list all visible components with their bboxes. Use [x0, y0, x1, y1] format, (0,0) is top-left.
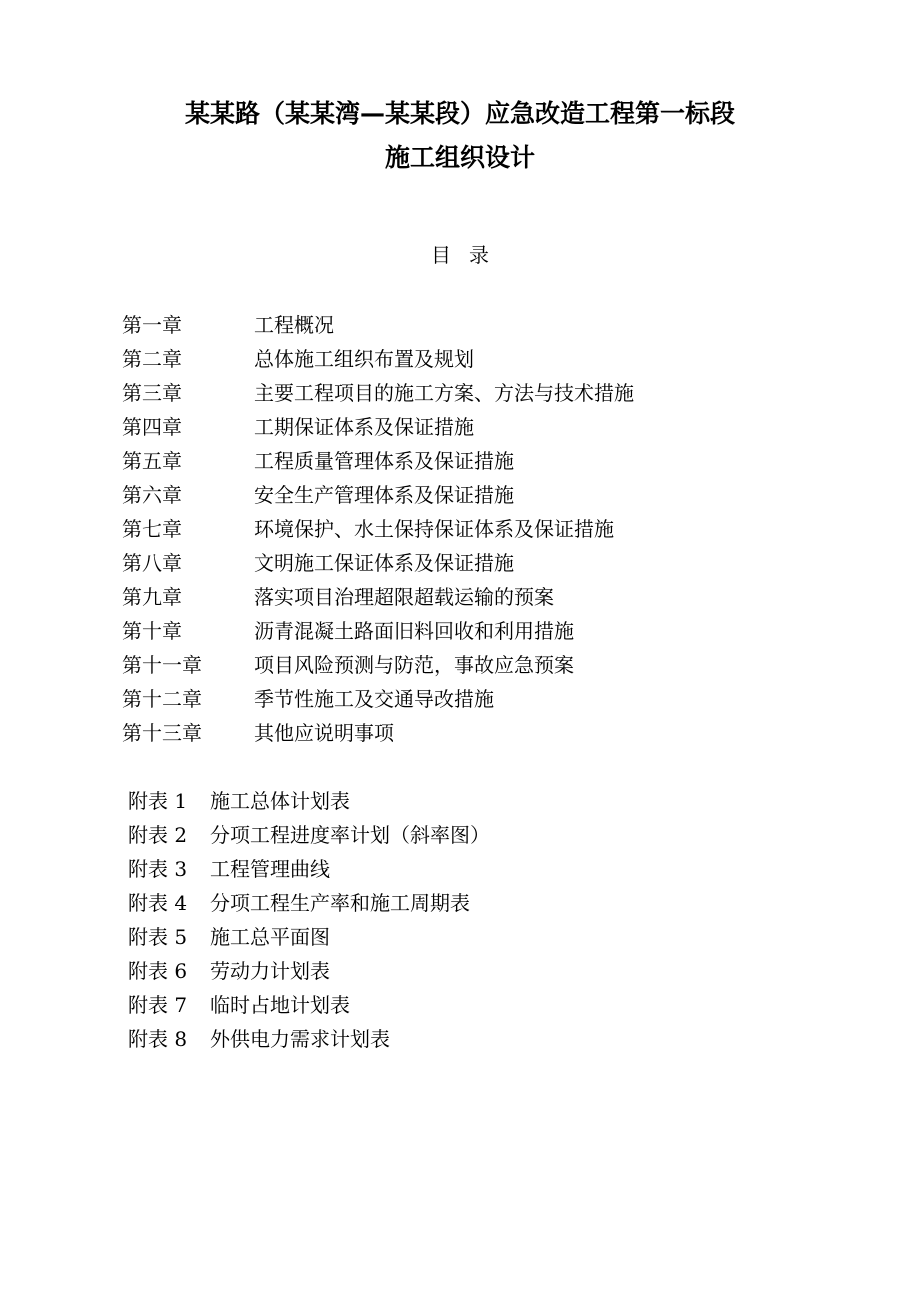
chapter-row: [122, 648, 822, 682]
appendix-number: 附表 6: [128, 959, 188, 983]
appendix-list: [128, 784, 828, 1056]
chapter-number: 第十二章: [122, 687, 202, 711]
appendix-row: [128, 852, 828, 886]
title-line-1: 某某路（某某湾—某某段）应急改造工程第一标段: [184, 99, 735, 128]
chapter-number: 第七章: [122, 517, 182, 541]
appendix-row: [128, 784, 828, 818]
chapter-title: 安全生产管理体系及保证措施: [254, 483, 514, 507]
chapter-row: [122, 614, 822, 648]
chapter-title: 工程概况: [254, 313, 334, 337]
appendix-row: [128, 886, 828, 920]
chapter-title: 主要工程项目的施工方案、方法与技术措施: [254, 381, 634, 405]
chapter-number: 第五章: [122, 449, 182, 473]
chapter-row: [122, 342, 822, 376]
chapter-row: [122, 716, 822, 750]
chapter-row: [122, 512, 822, 546]
chapter-row: [122, 308, 822, 342]
appendix-number: 附表 8: [128, 1027, 188, 1051]
chapter-row: [122, 410, 822, 444]
chapter-number: 第十一章: [122, 653, 202, 677]
chapter-row: [122, 478, 822, 512]
appendix-number: 附表 2: [128, 823, 188, 847]
appendix-title: 施工总体计划表: [210, 789, 350, 813]
chapter-title: 工期保证体系及保证措施: [254, 415, 474, 439]
chapter-number: 第一章: [122, 313, 182, 337]
toc-heading: 目录: [431, 243, 507, 267]
chapter-number: 第六章: [122, 483, 182, 507]
appendix-number: 附表 1: [128, 789, 188, 813]
chapter-title: 落实项目治理超限超载运输的预案: [254, 585, 554, 609]
chapter-title: 环境保护、水土保持保证体系及保证措施: [254, 517, 614, 541]
chapter-title: 工程质量管理体系及保证措施: [254, 449, 514, 473]
chapter-number: 第十三章: [122, 721, 202, 745]
appendix-title: 临时占地计划表: [210, 993, 350, 1017]
appendix-number: 附表 5: [128, 925, 188, 949]
chapter-number: 第三章: [122, 381, 182, 405]
chapter-number: 第九章: [122, 585, 182, 609]
chapter-title: 沥青混凝土路面旧料回收和利用措施: [254, 619, 574, 643]
chapter-number: 第八章: [122, 551, 182, 575]
chapter-number: 第二章: [122, 347, 182, 371]
chapter-title: 总体施工组织布置及规划: [254, 347, 474, 371]
chapter-title: 文明施工保证体系及保证措施: [254, 551, 514, 575]
appendix-title: 工程管理曲线: [210, 857, 330, 881]
title-line-2: 施工组织设计: [384, 143, 535, 172]
appendix-row: [128, 1022, 828, 1056]
chapter-list: [122, 308, 822, 750]
chapter-row: [122, 444, 822, 478]
appendix-title: 外供电力需求计划表: [210, 1027, 390, 1051]
appendix-title: 施工总平面图: [210, 925, 330, 949]
appendix-title: 劳动力计划表: [210, 959, 330, 983]
chapter-title: 季节性施工及交通导改措施: [254, 687, 494, 711]
chapter-row: [122, 682, 822, 716]
appendix-title: 分项工程生产率和施工周期表: [210, 891, 470, 915]
appendix-row: [128, 988, 828, 1022]
appendix-row: [128, 818, 828, 852]
chapter-number: 第十章: [122, 619, 182, 643]
appendix-number: 附表 3: [128, 857, 188, 881]
chapter-row: [122, 376, 822, 410]
chapter-title: 项目风险预测与防范，事故应急预案: [254, 653, 574, 677]
appendix-title: 分项工程进度率计划（斜率图）: [210, 823, 490, 847]
document-title: [0, 92, 920, 180]
appendix-row: [128, 920, 828, 954]
appendix-number: 附表 7: [128, 993, 188, 1017]
chapter-title: 其他应说明事项: [254, 721, 394, 745]
appendix-row: [128, 954, 828, 988]
appendix-number: 附表 4: [128, 891, 188, 915]
chapter-row: [122, 546, 822, 580]
chapter-row: [122, 580, 822, 614]
chapter-number: 第四章: [122, 415, 182, 439]
